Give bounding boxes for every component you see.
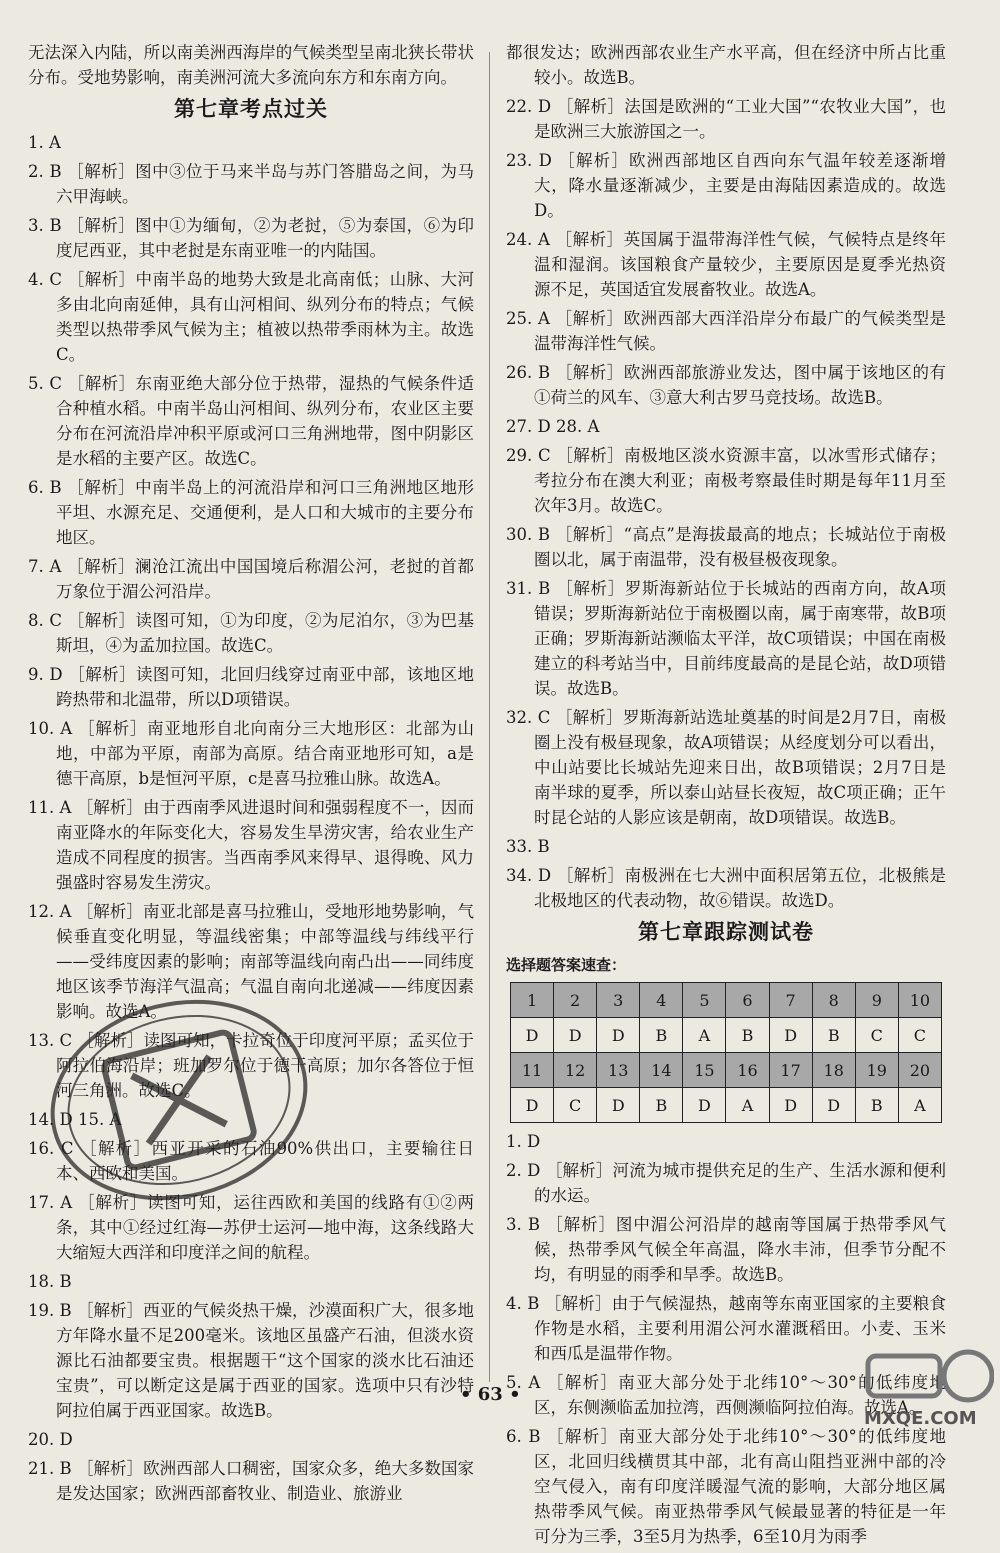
table-cell: 19 [855,1053,898,1088]
table-cell: 5 [683,983,726,1018]
answer-item: 30. B ［解析］“高点”是海拔最高的地点；长城站位于南极圈以北，属于南温带，没有极昼极夜现象。 [506,525,946,569]
table-cell: 2 [554,983,597,1018]
answer-item: 13. C ［解析］读图可知，卡拉奇位于印度河平原；孟买位于阿拉伯海沿岸；班加罗尔位于德干高原；加尔各答位于恒河三角洲。故选C。 [28,1031,474,1100]
quick-check-label: 选择题答案速查： [506,956,627,974]
table-cell: C [855,1018,898,1053]
answer-item: 2. D ［解析］河流为城市提供充足的生产、生活水源和便利的水运。 [506,1161,946,1205]
answer-item: 34. D ［解析］南极洲在七大洲中面积居第五位，北极熊是北极地区的代表动物，故⑥错误。故选D。 [506,866,946,910]
table-cell: 1 [511,983,554,1018]
page-number: • 63 • [460,1384,521,1405]
table-cell: 8 [812,983,855,1018]
answer-item: 14. D 15. A [28,1110,122,1129]
table-cell: 15 [683,1053,726,1088]
answer-item: 20. D [28,1430,73,1449]
table-cell: 4 [640,983,683,1018]
answer-item: 32. C ［解析］罗斯海新站选址奠基的时间是2月7日，南极圈上没有极昼现象，故A项错误；从经度划分可以看出，中山站要比长城站先迎来日出，故B项错误；2月7日是南半球的夏季，所以泰山站昼长夜短，故C项正确；正午时昆仑站的人影应该是朝南，故D项错误。故选B。 [506,708,946,827]
answer-item: 33. B [506,837,550,856]
table-cell: D [769,1088,812,1123]
table-cell: C [554,1088,597,1123]
left-column [28,40,474,1510]
column-divider [489,52,490,1382]
table-cell: B [812,1018,855,1053]
table-cell: A [683,1018,726,1053]
table-cell: 11 [511,1053,554,1088]
answer-item: 11. A ［解析］由于西南季风进退时间和强弱程度不一，因而南亚降水的年际变化大，容易发生旱涝灾害，给农业生产造成不同程度的损害。当西南季风来得早、退得晚、风力强盛时容易发生涝灾。 [28,798,474,892]
answer-item: 6. B ［解析］中南半岛上的河流沿岸和河口三角洲地区地形平坦、水源充足、交通便利，是人口和大城市的主要分布地区。 [28,478,474,547]
answer-item: 24. A ［解析］英国属于温带海洋性气候，气候特点是终年温和湿润。该国粮食产量较少，主要原因是夏季光热资源不足，英国适宜发展畜牧业。故选A。 [506,230,946,299]
table-cell: 12 [554,1053,597,1088]
answer-item: 都很发达；欧洲西部农业生产水平高，但在经济中所占比重较小。故选B。 [506,43,946,87]
table-cell: D [511,1088,554,1123]
answer-item: 7. A ［解析］澜沧江流出中国国境后称湄公河，老挝的首都万象位于湄公河沿岸。 [28,557,474,601]
table-cell: 10 [898,983,941,1018]
answer-list-right-top [506,40,946,913]
table-cell: 6 [726,983,769,1018]
answer-item: 5. A ［解析］南亚大部分处于北纬10°～30°的低纬度地区，东侧濒临孟加拉湾，西侧濒临阿拉伯海。故选A。 [506,1373,946,1417]
table-cell: D [812,1088,855,1123]
table-cell: B [855,1088,898,1123]
answer-table-answer-row [511,1018,942,1053]
answer-item: 10. A ［解析］南亚地形自北向南分三大地形区：北部为山地，中部为平原，南部为高原。结合南亚地形可知，a是德干高原，b是恒河平原，c是喜马拉雅山脉。故选A。 [28,719,474,788]
table-cell: 20 [898,1053,941,1088]
answer-item: 12. A ［解析］南亚北部是喜马拉雅山，受地形地势影响，气候垂直变化明显，等温线密集；中部等温线与纬线平行——受纬度因素的影响；南部等温线向南凸出——同纬度地区该季节海洋气温高；气温自南向北递减——纬度因素影响。故选A。 [28,902,474,1021]
answer-item: 3. B ［解析］图中①为缅甸，②为老挝，⑤为泰国，⑥为印度尼西亚，其中老挝是东南亚唯一的内陆国。 [28,216,474,260]
section-title-checkpoint: 第七章考点过关 [174,97,328,121]
right-column [506,40,946,1553]
table-cell: 7 [769,983,812,1018]
table-cell: D [683,1088,726,1123]
answer-item: 27. D 28. A [506,417,600,436]
answer-item: 22. D ［解析］法国是欧洲的“工业大国”“农牧业大国”，也是欧洲三大旅游国之一。 [506,97,946,141]
answer-item: 16. C ［解析］西亚开采的石油90%供出口，主要输往日本、西欧和美国。 [28,1139,474,1183]
answer-item: 19. B ［解析］西亚的气候炎热干燥，沙漠面积广大，很多地方年降水量不足200毫米。该地区虽盛产石油，但淡水资源比石油都要宝贵。根据题干“这个国家的淡水比石油还宝贵”，可以断定这是属于西亚的国家。选项中只有沙特阿拉伯属于西亚国家。故选B。 [28,1301,474,1420]
answer-table [510,982,942,1123]
answer-item: 18. B [28,1272,72,1291]
table-cell: A [898,1088,941,1123]
answer-item: 26. B ［解析］欧洲西部旅游业发达，图中属于该地区的有①荷兰的风车、③意大利古罗马竞技场。故选B。 [506,363,946,407]
table-cell: B [726,1018,769,1053]
answer-item: 21. B ［解析］欧洲西部人口稠密，国家众多，绝大多数国家是发达国家；欧洲西部畜牧业、制造业、旅游业 [28,1459,474,1503]
section-title-test: 第七章跟踪测试卷 [638,920,814,944]
table-cell: D [511,1018,554,1053]
answer-table-number-row [511,983,942,1018]
table-cell: A [726,1088,769,1123]
answer-item: 4. B ［解析］由于气候湿热，越南等东南亚国家的主要粮食作物是水稻，主要利用湄公河水灌溉稻田。小麦、玉米和西瓜是温带作物。 [506,1294,946,1363]
answer-table-number-row [511,1053,942,1088]
table-cell: 13 [597,1053,640,1088]
answer-item: 1. A [28,133,61,152]
answer-item: 31. B ［解析］罗斯海新站位于长城站的西南方向，故A项错误；罗斯海新站位于南极圈以南，属于南寒带，故B项正确；罗斯海新站濒临太平洋，故C项错误；中国在南极建立的科考站当中，目前纬度最高的是昆仑站，故D项错误。故选B。 [506,579,946,698]
table-cell: 9 [855,983,898,1018]
table-cell: 17 [769,1053,812,1088]
answer-table-answer-row [511,1088,942,1123]
table-cell: 3 [597,983,640,1018]
answer-item: 3. B ［解析］图中湄公河沿岸的越南等国属于热带季风气候，热带季风气候全年高温，降水丰沛，但季节分配不均，有明显的雨季和旱季。故选B。 [506,1215,946,1284]
answer-item: 29. C ［解析］南极地区淡水资源丰富，以冰雪形式储存；考拉分布在澳大利亚；南极考察最佳时期是每年11月至次年3月。故选C。 [506,446,946,515]
table-cell: C [898,1018,941,1053]
table-cell: 14 [640,1053,683,1088]
table-cell: D [597,1088,640,1123]
table-cell: D [597,1018,640,1053]
table-cell: D [554,1018,597,1053]
answer-list-right-bottom [506,1129,946,1549]
answer-item: 9. D ［解析］读图可知，北回归线穿过南亚中部，该地区地跨热带和北温带，所以D项错误。 [28,665,474,709]
table-cell: 16 [726,1053,769,1088]
answer-item: 23. D ［解析］欧洲西部地区自西向东气温年较差逐渐增大，降水量逐渐减少，主要是由海陆因素造成的。故选D。 [506,151,946,220]
table-cell: D [769,1018,812,1053]
table-cell: 18 [812,1053,855,1088]
answer-item: 4. C ［解析］中南半岛的地势大致是北高南低；山脉、大河多由北向南延伸，具有山河相间、纵列分布的特点；气候类型以热带季风气候为主；植被以热带季雨林为主。故选C。 [28,270,474,364]
answer-item: 5. C ［解析］东南亚绝大部分位于热带，湿热的气候条件适合种植水稻。中南半岛山河相间、纵列分布，农业区主要分布在河流沿岸冲积平原或河口三角洲地带，图中阴影区是水稻的主要产区。故选C。 [28,374,474,468]
intro-paragraph: 无法深入内陆，所以南美洲西海岸的气候类型呈南北狭长带状分布。受地势影响，南美洲河流大多流向东方和东南方向。 [28,43,474,87]
table-cell: B [640,1088,683,1123]
table-cell: B [640,1018,683,1053]
answer-item: 8. C ［解析］读图可知，①为印度，②为尼泊尔，③为巴基斯坦，④为孟加拉国。故选C。 [28,611,474,655]
answer-item: 1. D [506,1132,541,1151]
watermark-url: MXQE.COM [864,1408,977,1429]
answer-item: 17. A ［解析］读图可知，运往西欧和美国的线路有①②两条，其中①经过红海—苏伊士运河—地中海，这条线路大大缩短大西洋和印度洋之间的航程。 [28,1193,474,1262]
answer-item: 25. A ［解析］欧洲西部大西洋沿岸分布最广的气候类型是温带海洋性气候。 [506,309,946,353]
answer-item: 2. B ［解析］图中③位于马来半岛与苏门答腊岛之间，为马六甲海峡。 [28,162,474,206]
answer-item: 6. B ［解析］南亚大部分处于北纬10°～30°的低纬度地区，北回归线横贯其中部，北有高山阻挡亚洲中部的冷空气侵入，南有印度洋暖湿气流的影响，大部分地区属热带季风气候。南亚热带季风气候最显著的特征是一年可分为三季，3至5月为热季，6至10月为雨季 [506,1427,946,1546]
answer-list-left [28,130,474,1506]
